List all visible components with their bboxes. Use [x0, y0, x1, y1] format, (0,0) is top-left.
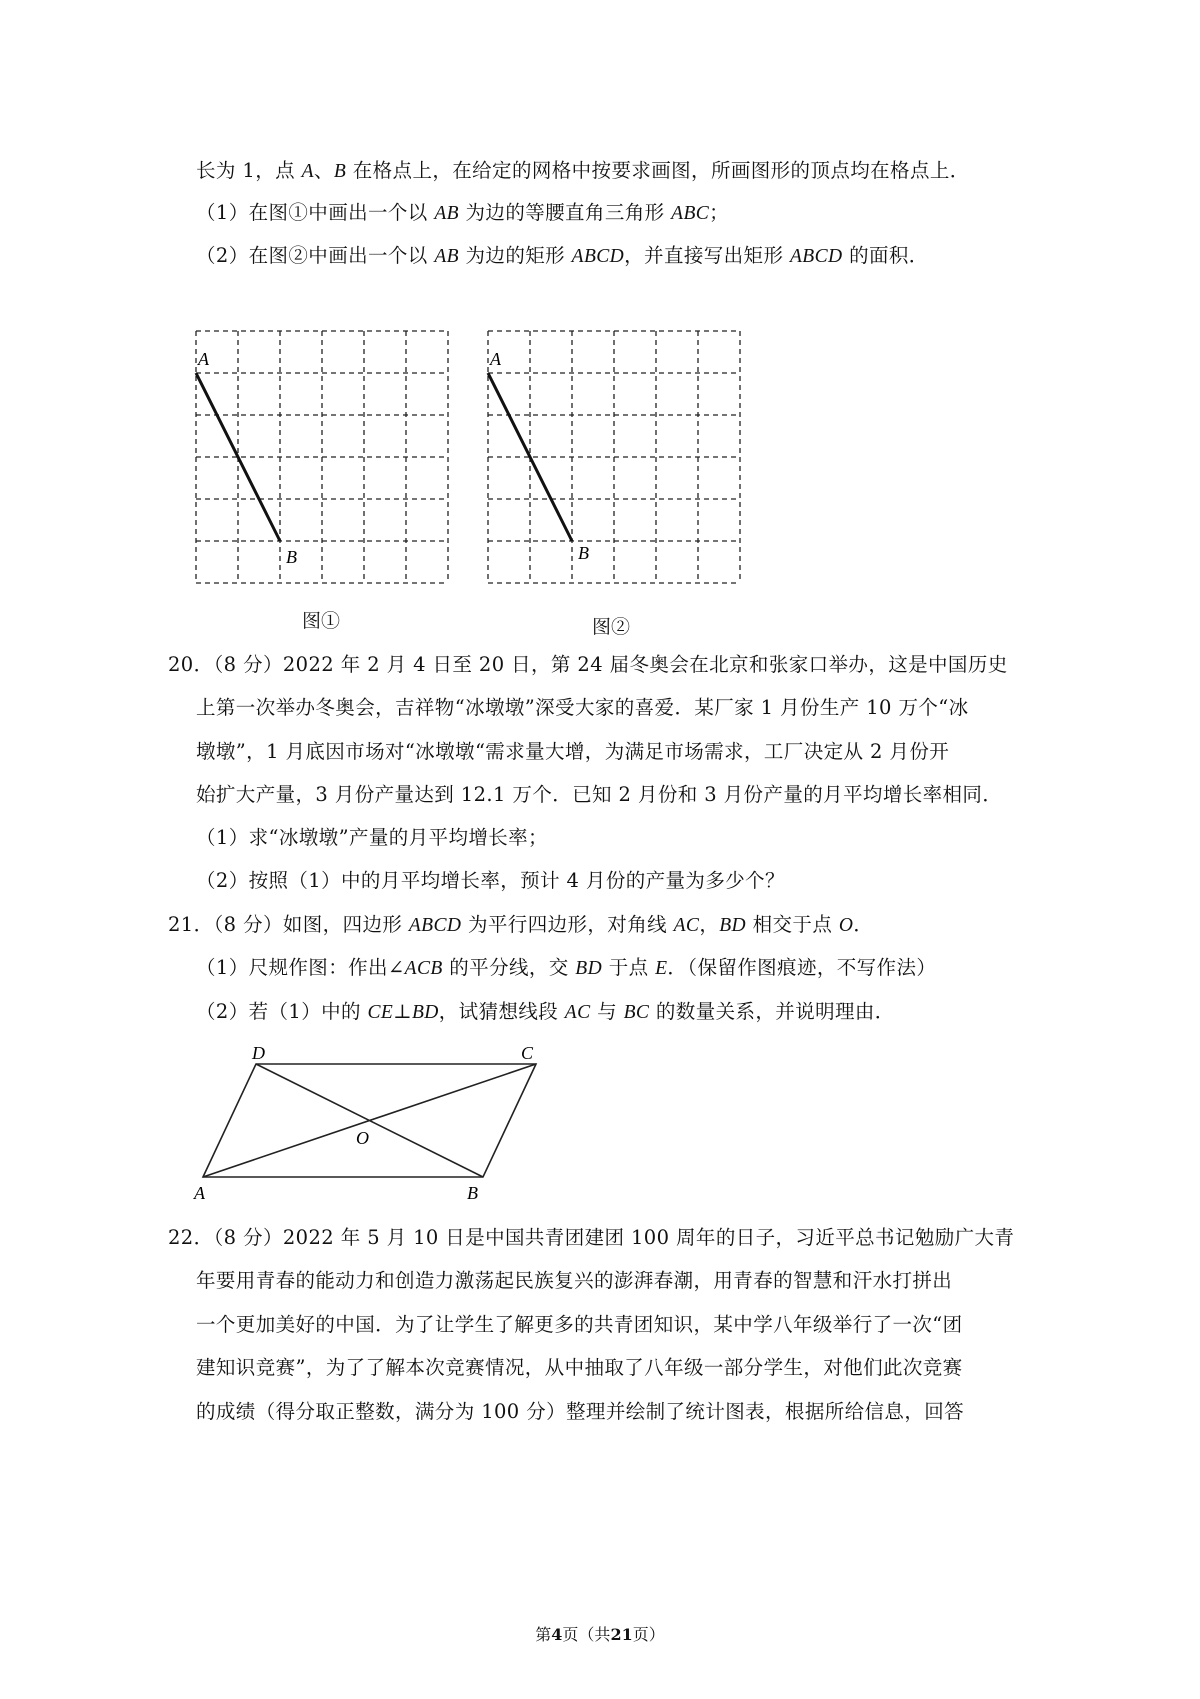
text: 在格点上，在给定的网格中按要求画图，所画图形的顶点均在格点上． [346, 159, 970, 182]
rect-abcd: ABCD [789, 246, 843, 267]
q22-line5: 的成绩（得分取正整数，满分为 100 分）整理并绘制了统计图表，根据所给信息，回答 [196, 1400, 965, 1423]
text: 于点 [602, 956, 656, 979]
point-a: A [301, 161, 314, 182]
text: （1）在图①中画出一个以 [196, 201, 435, 224]
ce-perp-bd: CE⊥BD [367, 1002, 439, 1023]
q22-line4: 建知识竞赛”，为了了解本次竞赛情况，从中抽取了八年级一部分学生，对他们此次竞赛 [196, 1356, 963, 1379]
text: 第 [535, 1625, 552, 1644]
q20-part1: （1）求“冰墩墩”产量的月平均增长率； [196, 826, 548, 849]
diagonal-bd [256, 1064, 483, 1177]
label-a: A [490, 349, 501, 369]
text: 为边的矩形 [458, 244, 572, 267]
q20-part2: （2）按照（1）中的月平均增长率，预计 4 月份的产量为多少个？ [196, 869, 785, 892]
text: ，试猜想线段 [438, 1000, 565, 1023]
text: 21．（8 分）如图，四边形 [168, 913, 409, 936]
q20-line4: 始扩大产量，3 月份产量达到 12.1 万个．已知 2 月份和 3 月份产量的月平均增长率相同． [196, 783, 1003, 806]
q22-line3: 一个更加美好的中国．为了让学生了解更多的共青团知识，某中学八年级举行了一次“团 [196, 1313, 963, 1336]
text: 为平行四边形，对角线 [461, 913, 674, 936]
page-number: 4 [551, 1625, 563, 1644]
point-b: B [333, 161, 347, 182]
q19-part2 [196, 241, 929, 272]
q22-line2: 年要用青春的能动力和创造力激荡起民族复兴的澎湃春潮，用青春的智慧和汗水打拼出 [196, 1269, 953, 1292]
triangle-abc: ABC [671, 203, 710, 224]
q21-line1 [168, 910, 873, 941]
q20-line2: 上第一次举办冬奥会，吉祥物“冰墩墩”深受大家的喜爱．某厂家 1 月份生产 10 万个“冰 [196, 696, 969, 719]
point-o: O [838, 915, 854, 936]
rect-abcd: ABCD [571, 246, 625, 267]
segment-ac: AC [564, 1002, 591, 1023]
angle-acb: ACB [404, 958, 443, 979]
parallelogram-lines [203, 1064, 536, 1177]
text: （2）在图②中画出一个以 [196, 244, 435, 267]
text: 与 [590, 1000, 624, 1023]
text: （2）若（1）中的 [196, 1000, 368, 1023]
label-b: B [467, 1183, 478, 1203]
grid-figure-2 [482, 325, 752, 595]
label-d: D [252, 1043, 265, 1063]
q20-line1: 20．（8 分）2022 年 2 月 4 日至 20 日，第 24 届冬奥会在北京和张家口举办，这是中国历史 [168, 653, 1008, 676]
quad-abcd: ABCD [408, 915, 462, 936]
grid-figure-1 [190, 325, 460, 595]
segment-bd: BD [575, 958, 603, 979]
text: ．（保留作图痕迹，不写作法） [667, 956, 937, 979]
figure-1-caption: 图① [302, 610, 341, 632]
q19-part1 [196, 198, 729, 229]
segment-ab: AB [434, 203, 459, 224]
grid-lines [196, 331, 448, 583]
text: 页） [632, 1625, 665, 1644]
text: 页（共 [562, 1625, 611, 1644]
text: ，并直接写出矩形 [624, 244, 790, 267]
text: 的面积． [842, 244, 929, 267]
figure-2-caption: 图② [592, 616, 631, 638]
segment-bd: BD [719, 915, 747, 936]
text: （1）尺规作图：作出∠ [196, 956, 405, 979]
text: 长为 1，点 [196, 159, 302, 182]
label-b: B [286, 547, 297, 567]
q22-line1: 22．（8 分）2022 年 5 月 10 日是中国共青团建团 100 周年的日子，习近平总书记勉励广大青 [168, 1226, 1015, 1249]
q19-line1 [196, 156, 970, 187]
label-c: C [521, 1043, 534, 1063]
text: ， [699, 913, 720, 936]
page-footer [0, 1622, 1200, 1645]
parallelogram-figure [190, 1040, 560, 1210]
label-o: O [356, 1128, 369, 1148]
label-a: A [198, 349, 209, 369]
text: ； [709, 201, 730, 224]
text: 为边的等腰直角三角形 [458, 201, 672, 224]
grid-lines [488, 331, 740, 583]
text: ． [853, 913, 874, 936]
label-b: B [578, 543, 589, 563]
text: 、 [313, 159, 334, 182]
q20-line3: 墩墩”，1 月底因市场对“冰墩墩“需求量大增，为满足市场需求，工厂决定从 2 月份开 [196, 740, 950, 763]
segment-ac: AC [673, 915, 700, 936]
segment-bc: BC [623, 1002, 650, 1023]
q21-part1 [196, 953, 936, 984]
q21-part2 [196, 997, 895, 1028]
point-e: E [655, 958, 668, 979]
label-a: A [194, 1183, 205, 1203]
text: 相交于点 [746, 913, 839, 936]
text: 的平分线，交 [442, 956, 576, 979]
text: 的数量关系，并说明理由． [649, 1000, 895, 1023]
page-total: 21 [610, 1625, 633, 1644]
segment-ab: AB [434, 246, 459, 267]
